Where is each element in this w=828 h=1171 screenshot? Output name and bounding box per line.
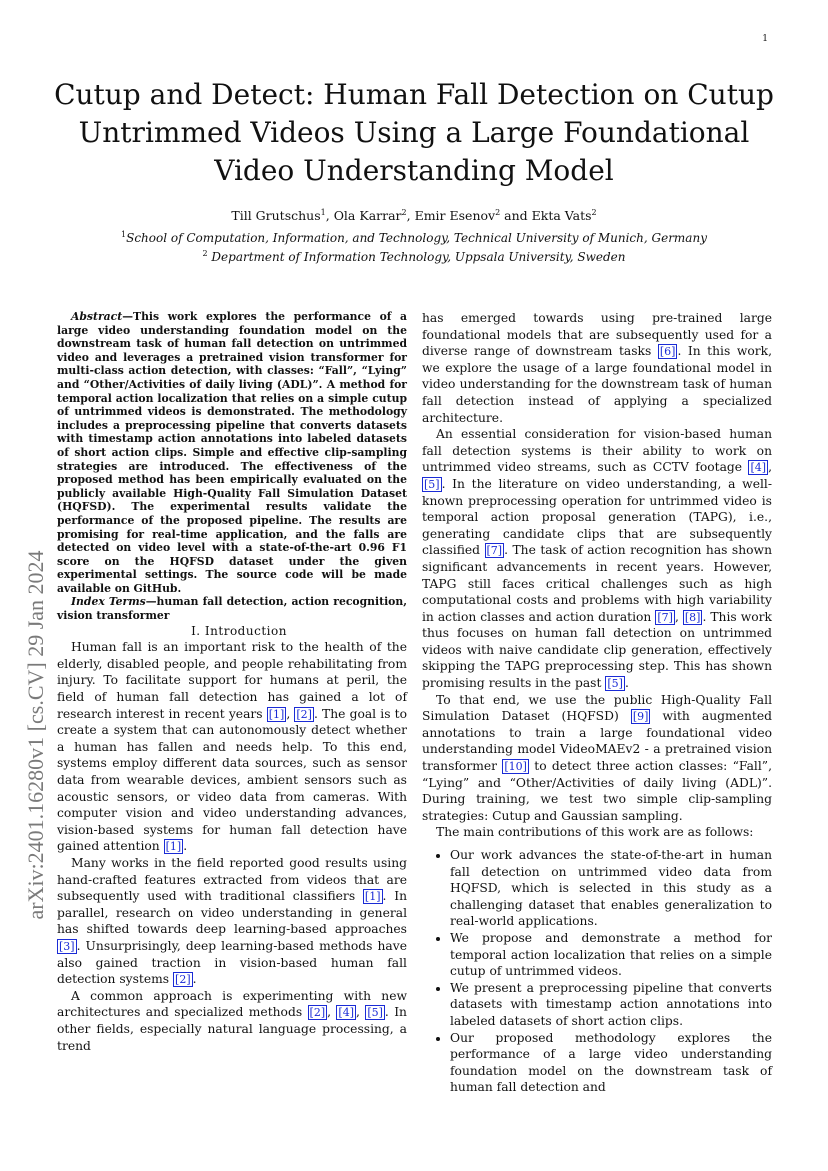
affiliation-2 bbox=[40, 249, 788, 264]
author-name: Emir Esenov bbox=[414, 208, 496, 224]
citation-link[interactable]: [5] bbox=[424, 477, 440, 491]
citation-link[interactable]: [10] bbox=[504, 760, 527, 774]
citation-link[interactable]: [9] bbox=[632, 710, 649, 724]
citation-link[interactable]: [1] bbox=[364, 890, 381, 904]
list-item: • Our proposed methodology explores the performance of a large video understanding foundation model on the downstream task of human fall detection and bbox=[450, 1030, 772, 1096]
affiliation-text: School of Computation, Information, and Technology, Technical University of Munich, Germany bbox=[126, 231, 707, 245]
author-sup: 1 bbox=[320, 208, 326, 217]
affiliation-text: Department of Information Technology, Uppsala University, Sweden bbox=[207, 250, 626, 264]
intro-paragraph-6: To that end, we use the public High-Quality Fall Simulation Dataset (HQFSD) [9] with augmented annotations to train a large foundational video understanding model VideoMAEv2 - a pretrained vision transformer [10] to detect three action classes: “Fall”, “Lying” and “Other/Activities of daily living (ADL)”. During training, we test two simple clip-sampling strategies: Cutup and Gaussian sampling. bbox=[422, 692, 772, 823]
author-list: Till Grutschus$^1$, Ola Karrar$^2$, Emir Esenov$^2$ and Ekta Vats$^2$ bbox=[231, 208, 597, 224]
citation-link[interactable]: [4] bbox=[338, 1006, 355, 1020]
author-sup: 2 bbox=[401, 208, 407, 217]
right-column bbox=[422, 310, 772, 1096]
paper-title: Cutup and Detect: Human Fall Detection on Cutup Untrimmed Videos Using a Large Foundational Video Understanding Model bbox=[54, 78, 774, 187]
intro-paragraph-2: Many works in the field reported good results using hand-crafted features extracted from videos that are subsequently used with traditional classifiers [1] . In parallel, research on video understanding in general has shifted towards deep learning-based approaches [3] . Unsurprisingly, deep learning-based methods have also gained traction in vision-based human fall detection systems [2] . bbox=[57, 855, 407, 987]
abstract-label: Abstract bbox=[71, 310, 123, 323]
list-item: • Our work advances the state-of-the-art in human fall detection on untrimmed video data from HQFSD, which is selected in this study as a challenging dataset that enables generalization to real-world applications. bbox=[450, 847, 772, 930]
index-terms-label: Index Terms bbox=[71, 595, 146, 609]
affiliation-sup: 2 bbox=[202, 249, 208, 258]
page-number: 1 bbox=[762, 34, 768, 44]
affiliation-1 bbox=[40, 230, 788, 245]
left-column bbox=[57, 310, 407, 1054]
citation-link[interactable]: [5] bbox=[367, 1006, 383, 1020]
affiliation-sup: 1 bbox=[121, 230, 127, 239]
list-item: • We propose and demonstrate a method for temporal action localization that relies on a simple cutup of untrimmed videos. bbox=[450, 930, 772, 980]
abstract-text: This work explores the performance of a large video understanding foundation model on the downstream task of human fall detection on untrimmed video and leverages a pretrained vision transformer for multi-class action detection, with classes: “Fall”, “Lying” and “Other/Activities of daily living (ADL)”. A method for temporal action localization that relies on a simple cutup of untrimmed videos is demonstrated. The methodology includes a preprocessing pipeline that converts datasets with timestamp action annotations into labeled datasets of short action clips. Simple and effective clip-sampling strategies are introduced. The effectiveness of the proposed method has been empirically evaluated on the publicly available High-Quality Fall Simulation Dataset (HQFSD). The experimental results validate the performance of the proposed pipeline. The results are promising for real-time application, and the falls are detected on video level with a state-of-the-art 0.96 F1 score on the HQFSD dataset under the given experimental settings. The source code will be made available on GitHub. bbox=[57, 310, 407, 595]
author-name: Ekta Vats bbox=[531, 208, 592, 224]
list-item: • We present a preprocessing pipeline that converts datasets with timestamp action annotations into labeled datasets of short action clips. bbox=[450, 980, 772, 1030]
arxiv-stamp-text: arXiv:2401.16280v1 [cs.CV] 29 Jan 2024 bbox=[23, 550, 48, 920]
author-name: Till Grutschus bbox=[231, 208, 321, 224]
abstract: Abstract—This work explores the performance of a large video understanding foundation model on the downstream task of human fall detection on untrimmed video and leverages a pretrained vision transformer for multi-class action detection, with classes: “Fall”, “Lying” and “Other/Activities of daily living (ADL)”. A method for temporal action localization that relies on a simple cutup of untrimmed videos is demonstrated. The methodology includes a preprocessing pipeline that converts datasets with timestamp action annotations into labeled datasets of short action clips. Simple and effective clip-sampling strategies are introduced. The effectiveness of the proposed method has been empirically evaluated on the publicly available High-Quality Fall Simulation Dataset (HQFSD). The experimental results validate the performance of the proposed pipeline. The results are promising for real-time application, and the falls are detected on video level with a state-of-the-art 0.96 F1 score on the HQFSD dataset under the given experimental settings. The source code will be made available on GitHub. bbox=[57, 310, 407, 595]
author-sup: 2 bbox=[495, 208, 501, 217]
section-heading-introduction: I. Introduction bbox=[191, 623, 287, 638]
intro-paragraph-1: Human fall is an important risk to the health of the elderly, disabled people, and people rehabilitating from injury. To facilitate support for humans at peril, the field of human fall detection has gained a lot of research interest in recent years [1] , [2] . The goal is to create a system that can autonomously detect whether a human has fallen and needs help. To this end, systems employ different data sources, such as sensor data from wearable devices, ambient sensors such as acoustic sensors, or video data from cameras. With computer vision and video understanding advances, vision-based systems for human fall detection have gained attention [1] . bbox=[57, 640, 407, 854]
citation-link[interactable]: [6] bbox=[659, 345, 676, 359]
index-terms: Index Terms—human fall detection, action recognition, vision transformer bbox=[57, 595, 407, 623]
author-name: Ola Karrar bbox=[333, 208, 402, 224]
citation-link[interactable]: [2] bbox=[175, 973, 191, 987]
citation-link[interactable]: [5] bbox=[607, 677, 623, 691]
citation-link[interactable]: [7] bbox=[486, 544, 503, 558]
intro-paragraph-3: A common approach is experimenting with new architectures and specialized methods [2] , [4] , [5] . In other fields, especially natural language processing, a trend bbox=[57, 988, 407, 1053]
citation-link[interactable]: [1] bbox=[165, 840, 182, 854]
citation-link[interactable]: [2] bbox=[309, 1006, 326, 1020]
contributions-list bbox=[422, 847, 772, 1096]
citation-link[interactable]: [7] bbox=[657, 610, 673, 624]
citation-link[interactable]: [2] bbox=[296, 707, 312, 721]
intro-paragraph-5: An essential consideration for vision-based human fall detection systems is their ability to work on untrimmed video streams, such as CCTV footage [4] , [5] . In the literature on video understanding, a well-known preprocessing operation for untrimmed video is temporal action proposal generation (TAPG), i.e., generating candidate clips that are subsequently classified [7] . The task of action recognition has shown significant advancements in recent years. However, TAPG still faces critical challenges such as high computational costs and problems with high variability in action classes and action duration [7] , [8] . This work thus focuses on human fall detection on untrimmed videos with naive candidate clip generation, effectively skipping the TAPG preprocessing step. This has shown promising results in the past [5] . bbox=[422, 427, 772, 691]
contributions-intro: The main contributions of this work are as follows: bbox=[436, 825, 754, 840]
intro-paragraph-4: has emerged towards using pre-trained large foundational models that are subsequently used for a diverse range of downstream tasks [6] . In this work, we explore the usage of a large foundational model in video understanding for the downstream task of human fall detection instead of applying a specialized architecture. bbox=[422, 311, 772, 425]
citation-link[interactable]: [8] bbox=[684, 610, 701, 624]
author-sup: 2 bbox=[591, 208, 597, 217]
index-terms-text: human fall detection, action recognition, vision transformer bbox=[57, 595, 407, 623]
citation-link[interactable]: [3] bbox=[59, 939, 75, 953]
citation-link[interactable]: [1] bbox=[268, 707, 285, 721]
citation-link[interactable]: [4] bbox=[750, 461, 767, 475]
